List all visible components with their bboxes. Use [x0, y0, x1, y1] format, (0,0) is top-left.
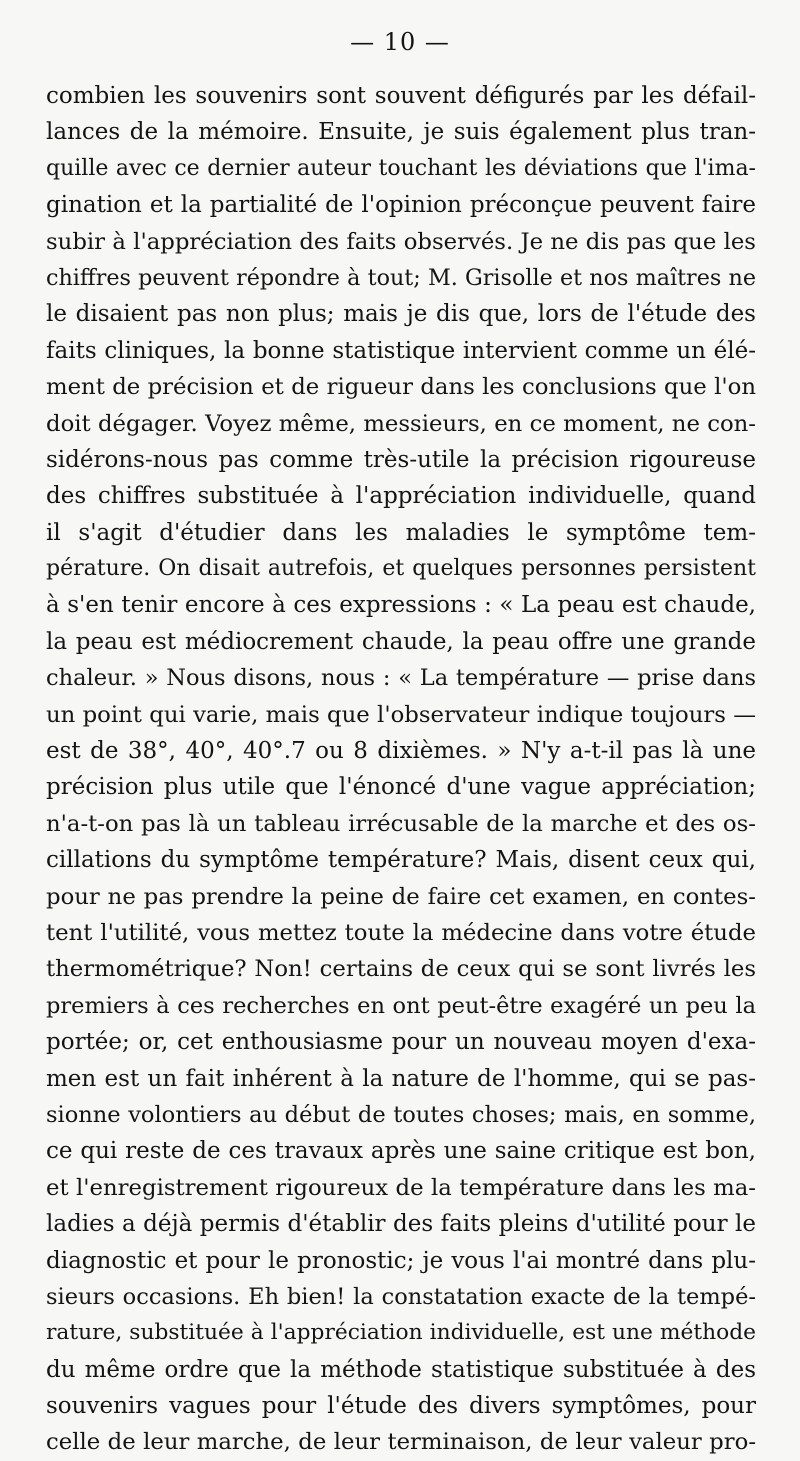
text-line: chiffres peuvent répondre à tout; M. Grisolle et nos maîtres ne	[46, 264, 756, 291]
text-line: il s'agit d'étudier dans les maladies le symptôme tem-	[46, 519, 756, 546]
text-line: doit dégager. Voyez même, messieurs, en ce moment, ne con-	[46, 410, 756, 437]
text-line: combien les souvenirs sont souvent défigurés par les défail-	[46, 83, 756, 109]
text-line: thermométrique? Non! certains de ceux qui se sont livrés les	[46, 956, 756, 983]
text-line: sidérons-nous pas comme très-utile la précision rigoureuse	[46, 446, 756, 473]
text-line: est de 38°, 40°, 40°.7 ou 8 dixièmes. » N'y a-t-il pas là une	[46, 738, 756, 765]
text-line: quille avec ce dernier auteur touchant les déviations que l'ima-	[46, 155, 756, 181]
text-line: du même ordre que la méthode statistique substituée à des	[46, 1356, 756, 1383]
text-line: celle de leur marche, de leur terminaison, de leur valeur pro-	[46, 1429, 756, 1456]
body-text	[46, 78, 756, 1456]
text-line: et l'enregistrement rigoureux de la température dans les ma-	[46, 1174, 756, 1201]
text-line: premiers à ces recherches en ont peut-être exagéré un peu la	[46, 992, 756, 1019]
text-line: gination et la partialité de l'opinion préconçue peuvent faire	[46, 192, 756, 219]
text-line: un point qui varie, mais que l'observateur indique toujours —	[46, 701, 756, 728]
text-line: ce qui reste de ces travaux après une saine critique est bon,	[46, 1138, 756, 1165]
text-line: ladies a déjà permis d'établir des faits pleins d'utilité pour le	[46, 1211, 756, 1238]
text-line: le disaient pas non plus; mais je dis que, lors de l'étude des	[46, 301, 756, 328]
text-line: pour ne pas prendre la peine de faire cet examen, en contes-	[46, 883, 756, 910]
text-line: faits cliniques, la bonne statistique intervient comme un élé-	[46, 337, 756, 364]
text-line: tent l'utilité, vous mettez toute la médecine dans votre étude	[46, 919, 756, 946]
text-line: chaleur. » Nous disons, nous : « La température — prise dans	[46, 665, 756, 692]
text-line: précision plus utile que l'énoncé d'une vague appréciation;	[46, 774, 756, 801]
text-line: sionne volontiers au début de toutes choses; mais, en somme,	[46, 1101, 756, 1128]
text-line: pérature. On disait autrefois, et quelques personnes persistent	[46, 556, 756, 582]
text-line: portée; or, cet enthousiasme pour un nouveau moyen d'exa-	[46, 1029, 756, 1056]
text-line: diagnostic et pour le pronostic; je vous l'ai montré dans plu-	[46, 1247, 756, 1274]
text-line: cillations du symptôme température? Mais, disent ceux qui,	[46, 847, 756, 874]
text-line: n'a-t-on pas là un tableau irrécusable de la marche et des os-	[46, 810, 756, 837]
text-line: souvenirs vagues pour l'étude des divers symptômes, pour	[46, 1393, 756, 1420]
text-line: men est un fait inhérent à la nature de l'homme, qui se pas-	[46, 1065, 756, 1092]
text-line: sieurs occasions. Eh bien! la constatation exacte de la tempé-	[46, 1283, 756, 1310]
text-line: des chiffres substituée à l'appréciation individuelle, quand	[46, 483, 756, 510]
text-line: lances de la mémoire. Ensuite, je suis également plus tran-	[46, 119, 756, 146]
text-line: rature, substituée à l'appréciation individuelle, est une méthode	[46, 1320, 756, 1346]
page-number: — 10 —	[350, 28, 450, 56]
text-line: la peau est médiocrement chaude, la peau offre une grande	[46, 628, 756, 655]
text-line: à s'en tenir encore à ces expressions : « La peau est chaude,	[46, 592, 756, 619]
text-line: subir à l'appréciation des faits observés. Je ne dis pas que les	[46, 228, 756, 255]
text-line: ment de précision et de rigueur dans les conclusions que l'on	[46, 374, 756, 401]
